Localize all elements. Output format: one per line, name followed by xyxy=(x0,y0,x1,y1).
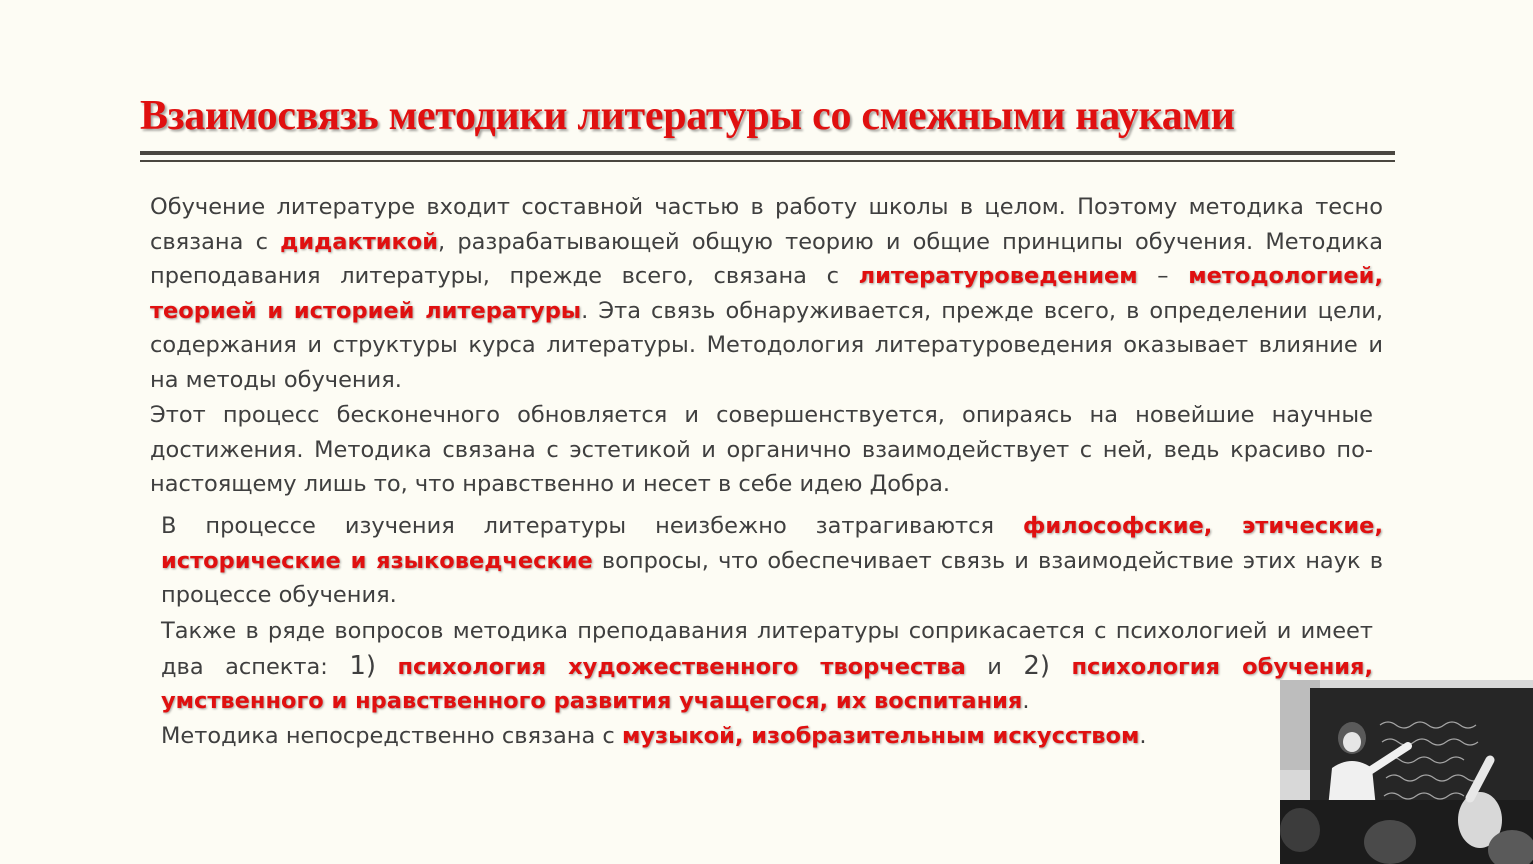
text-segment: – xyxy=(1137,263,1189,289)
text-segment: Этот процесс бесконечного обновляется и совершенствуется, опираясь на новейшие научные достижения. Методика связана с эстетикой и органично взаимодействует с ней, ведь красиво по-настоящему лишь то, что нравственно и несет в себе идею Добра. xyxy=(150,402,1373,497)
text-segment: . xyxy=(1022,688,1030,714)
list-number-1: 1) xyxy=(349,650,377,681)
text-segment: Обучение литературе входит составной частью в работу школы в целом. Поэтому методика тесно связана с xyxy=(150,194,1383,255)
highlight-literary-studies: литературоведением xyxy=(858,263,1138,289)
text-segment xyxy=(376,654,397,680)
text-segment: В процессе изучения литературы неизбежно затрагиваются xyxy=(161,513,1023,539)
slide-title: Взаимосвязь методики литературы со смежными науками xyxy=(140,93,1235,139)
highlight-creative-psychology: психология художественного творчества xyxy=(397,653,966,680)
highlight-music-art: музыкой, изобразительным искусством xyxy=(621,722,1140,749)
text-segment: и xyxy=(965,653,1024,680)
text-segment: вопросы, что обеспечивает связь и взаимодействие этих наук в процессе обучения. xyxy=(161,547,1384,608)
text-segment: , разрабатывающей общую теорию и общие принципы обучения. Методика преподавания литературы, прежде всего, связана с xyxy=(150,228,1383,289)
text-segment: Методика непосредственно связана с xyxy=(161,722,622,749)
title-divider-thick xyxy=(140,151,1395,155)
paragraph-psychology xyxy=(161,614,1373,753)
highlight-didactics: дидактикой xyxy=(280,228,439,255)
highlight-methodology-theory-history: методологией, теорией и историей литературы xyxy=(150,263,1383,324)
classroom-photo-icon xyxy=(1280,680,1533,864)
text-segment xyxy=(1050,654,1071,680)
paragraph-aesthetics xyxy=(150,398,1373,502)
text-segment: . Эта связь обнаруживается, прежде всего, в определении цели, содержания и структуры курса литературы. Методология литературоведения оказывает влияние и на методы обучения. xyxy=(150,297,1383,393)
highlight-learning-psychology: психология обучения, умственного и нравственного развития учащегося, их воспитания xyxy=(161,653,1374,714)
paragraph-philosophy xyxy=(161,509,1383,613)
text-segment: Также в ряде вопросов методика преподавания литературы соприкасается с психологией и имеет два аспекта: xyxy=(161,618,1373,680)
paragraph-didactics xyxy=(150,190,1383,397)
list-number-2: 2) xyxy=(1023,650,1051,681)
highlight-philosophical-sciences: философские, этические, исторические и языковедческие xyxy=(161,513,1383,574)
text-segment: . xyxy=(1139,722,1147,749)
title-divider-thin xyxy=(140,160,1395,162)
